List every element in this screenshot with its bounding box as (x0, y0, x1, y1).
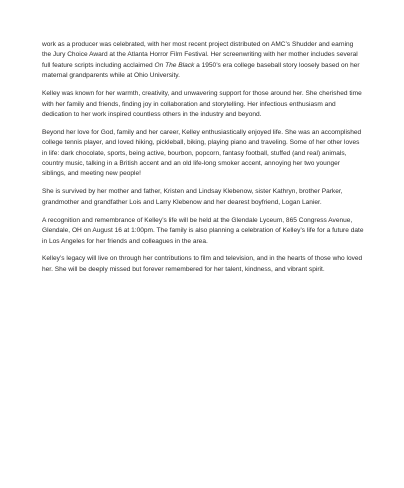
text-segment: Kelley was known for her warmth, creativity, and unwavering support for those around her. She cherished time with her family and friends, finding joy in collaboration and storytelling. Her infectious enthusiasm and dedication to her work inspired countless others in the industry and beyond. (42, 90, 362, 118)
text-segment: She is survived by her mother and father, Kristen and Lindsay Klebenow, sister Kathryn, brother Parker, grandmother and grandfather Lois and Larry Klebenow and her dearest boyfriend, Logan Lanier. (42, 188, 343, 206)
text-segment: A recognition and remembrance of Kelley’s life will be held at the Glendale Lyceum, 865 Congress Avenue, Glendale, OH on August 16 at 1:00pm. The family is also planning a celebration of Kelley’s life for a future date in Los Angeles for her friends and colleagues in the area. (42, 216, 364, 245)
obituary-document (42, 40, 364, 283)
text-segment: Beyond her love for God, family and her career, Kelley enthusiastically enjoyed life. She was an accomplished college tennis player, and loved hiking, pickleball, biking, playing piano and traveling. Some of her other loves in life: dark chocolate, sports, being active, bourbon, popcorn, fantasy football, stuffed (and real) animals, country music, talking in a British accent and an old life-long smoker accent, annoying her two younger siblings, and meeting new people! (42, 128, 362, 178)
paragraph-career (42, 40, 364, 82)
paragraph-service (42, 216, 364, 247)
paragraph-interests (42, 128, 364, 180)
text-segment: Kelley’s legacy will live on through her contributions to film and television, and in the hearts of those who loved her. She will be deeply missed but forever remembered for her talent, kindness, and vibrant spirit. (42, 255, 363, 273)
text-segment: a 1950’s era college baseball story loosely based on her maternal grandparents while at Ohio University. (42, 61, 360, 80)
paragraph-character (42, 89, 364, 120)
film-title: On The Black (154, 61, 195, 69)
text-segment: work as a producer was celebrated, with her most recent project distributed on AMC’s Shudder and earning the Jury Choice Award at the Atlanta Horror Film Festival. Her screenwriting with her mother includes several full feature scripts including acclaimed (42, 41, 358, 69)
paragraph-legacy (42, 254, 364, 275)
paragraph-survivors (42, 187, 364, 208)
